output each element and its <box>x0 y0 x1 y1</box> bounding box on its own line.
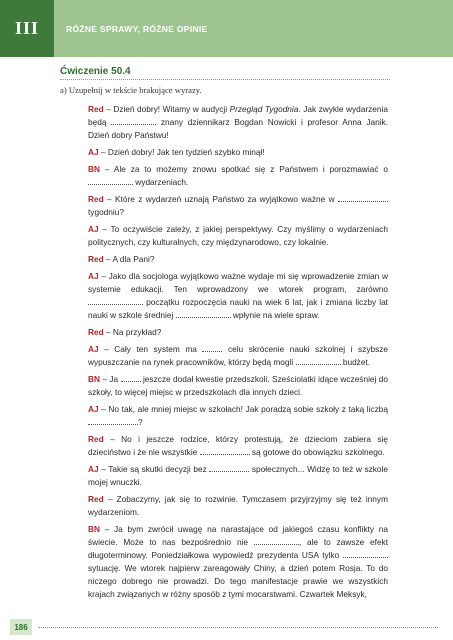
dialogue-line: AJ – Jako dla socjologa wyjątkowo ważne wydaje mi się wprowadzenie zmian w systemie edukacji. Ten wprowadzony we wtorek program, zarówno początku rozpoczęcia nauki na wiek 6 lat, jak i zmiana liczby lat nauki w szkole średniej wpłynie na wiele spraw. <box>88 271 388 320</box>
answer-blank[interactable] <box>296 356 341 365</box>
speaker-label: AJ <box>88 464 99 474</box>
dialogue-line: Red – No i jeszcze rodzice, którzy protestują, że dzieciom zabiera się dzieciństwo i że nie wszystkie są gotowe do obowiązku szkolnego. <box>88 434 388 457</box>
speaker-label: AJ <box>88 404 99 414</box>
answer-blank[interactable] <box>202 343 222 352</box>
dialogue-line: AJ – To oczywiście zależy, z jakiej perspektywy. Czy myślimy o wydarzeniach politycznych, czy kulturalnych, czy międzynarodowo, czy lokalnie. <box>88 224 388 247</box>
dialogue-line: AJ – Dzień dobry! Jak ten tydzień szybko minął! <box>88 147 265 157</box>
page-number: 186 <box>10 619 32 635</box>
dialogue-line: AJ – No tak, ale mniej miejsc w szkołach! Jak poradzą sobie szkoły z taką liczbą ? <box>88 404 388 427</box>
speaker-label: AJ <box>88 271 99 281</box>
dialogue-text <box>88 103 388 605</box>
answer-blank[interactable] <box>111 116 156 125</box>
chapter-title: RÓŻNE SPRAWY, RÓŻNE OPINIE <box>54 0 453 57</box>
answer-blank[interactable] <box>88 416 138 425</box>
dialogue-line: Red – Które z wydarzeń uznają Państwo za wyjątkowo ważne w tygodniu? <box>88 193 388 219</box>
speaker-label: Red <box>88 494 104 504</box>
answer-blank[interactable] <box>88 176 133 185</box>
speaker-label: Red <box>88 254 104 264</box>
exercise-title: Ćwiczenie 50.4 <box>60 66 131 77</box>
footer-divider <box>38 627 438 628</box>
dialogue-line: Red – Dzień dobry! Witamy w audycji Przegląd Tygodnia. Jak zwykle wydarzenia będą znany dziennikarz Bogdan Nowicki i profesor Anna Janik. Dzień dobry Państwu! <box>88 104 389 140</box>
speaker-label: Red <box>88 104 104 114</box>
speaker-label: AJ <box>88 344 99 354</box>
dialogue-line: BN – Ja bym zwrócił uwagę na narastające od jakiegoś czasu konflikty na świecie. Może to nas bezpośrednio nie , ale to zawsze efekt długoterminowy. Poniedziałkowa wypowiedź prezydenta USA tylko sytuację. We wtorek najpierw zareagowały Chiny, a dzień potem Rosja. To do niczego dobrego nie prowadzi. Do tego manifestacje prawie we wszystkich krajach związanych w różny sposób z tymi mocarstwami. Czwartek Meksyk, <box>88 524 388 599</box>
divider <box>60 79 390 80</box>
dialogue-line: BN – Ale za to możemy znowu spotkać się z Państwem i porozmawiać o wydarzeniach. <box>88 164 388 187</box>
dialogue-line: Red – Zobaczymy, jak się to rozwinie. Tymczasem przyjrzyjmy się też innym wydarzeniom. <box>88 494 388 517</box>
answer-blank[interactable] <box>88 296 143 305</box>
answer-blank[interactable] <box>209 463 249 472</box>
section-number: III <box>0 0 54 57</box>
speaker-label: Red <box>88 327 104 337</box>
dialogue-line: AJ – Cały ten system ma celu skrócenie nauki szkolnej i szybsze wypuszczanie na rynek pracowników, którzy będą mogli budżet. <box>88 344 388 367</box>
dialogue-line: Red – A dla Pani? <box>88 254 155 264</box>
speaker-label: BN <box>88 164 100 174</box>
dialogue-line: AJ – Takie są skutki decyzji bez społecznych... Widzę to też w szkole mojej wnuczki. <box>88 464 388 487</box>
chapter-header <box>0 0 453 57</box>
speaker-label: BN <box>88 524 100 534</box>
answer-blank[interactable] <box>338 193 388 202</box>
dialogue-line: Red – Na przykład? <box>88 327 162 337</box>
answer-blank[interactable] <box>343 549 388 558</box>
answer-blank[interactable] <box>200 446 250 455</box>
speaker-label: BN <box>88 374 100 384</box>
answer-blank[interactable] <box>254 536 299 545</box>
dialogue-line: BN – Ja jeszcze dodał kwestie przedszkoli. Sześciolatki idące wcześniej do szkoły, to więcej miejsc w przedszkolach dla innych dzieci. <box>88 374 388 397</box>
speaker-label: Red <box>88 434 104 444</box>
answer-blank[interactable] <box>176 309 231 318</box>
exercise-instruction: a) Uzupełnij w tekście brakujące wyrazy. <box>60 85 202 95</box>
speaker-label: AJ <box>88 147 99 157</box>
answer-blank[interactable] <box>121 373 141 382</box>
speaker-label: AJ <box>88 224 99 234</box>
speaker-label: Red <box>88 194 104 204</box>
